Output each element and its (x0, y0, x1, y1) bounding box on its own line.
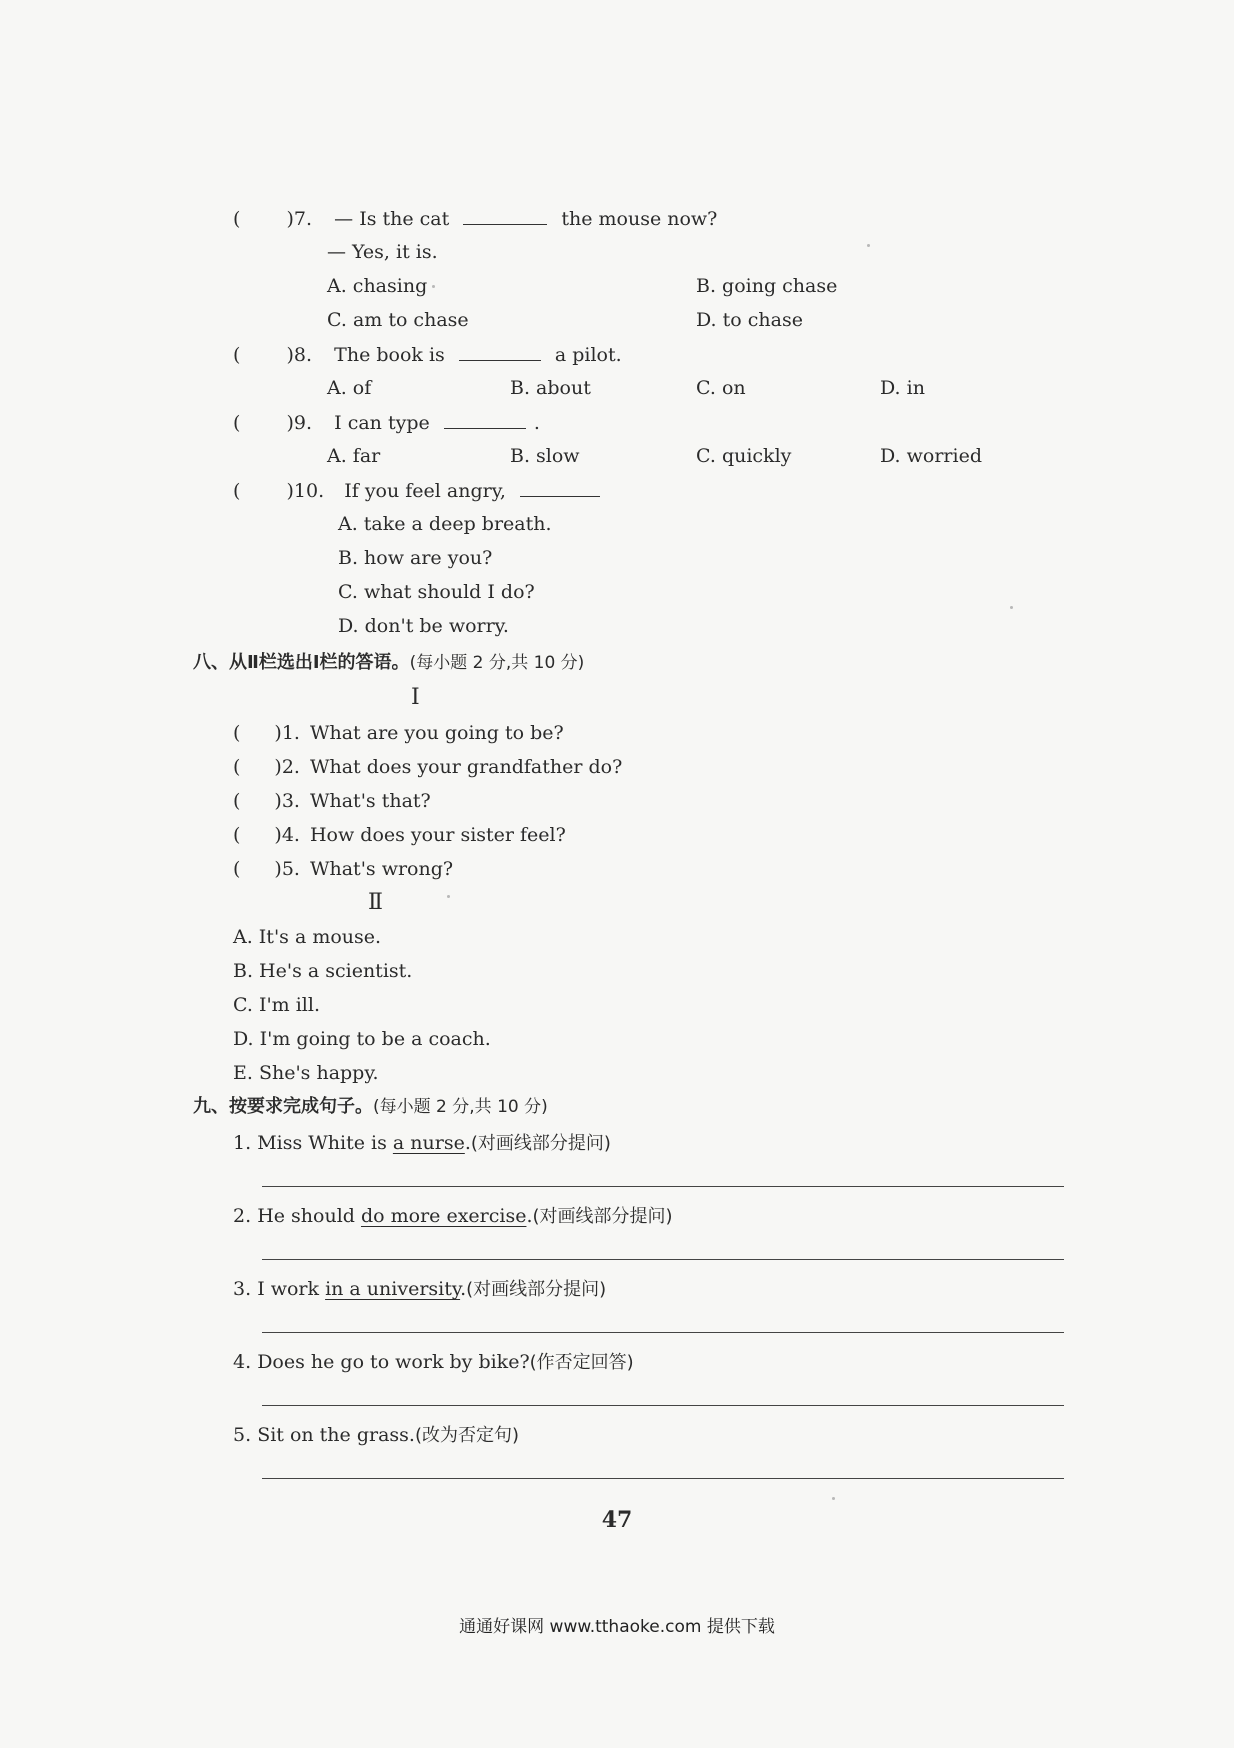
s9-item-3-before: I work (257, 1278, 326, 1300)
s9-item-3-underlined: in a university (325, 1278, 461, 1300)
s8-q5-number: )5. (274, 858, 300, 880)
scan-speck (867, 244, 870, 247)
s8-q5-paren: ( (233, 858, 241, 880)
s9-item-3 (233, 1277, 606, 1302)
q7-stem-before: — Is the cat (334, 208, 450, 230)
s9-item-3-num: 3. (233, 1278, 252, 1300)
s9-item-1-after: . (464, 1132, 471, 1154)
q10-stem (233, 478, 608, 503)
s9-item-2-before: He should (257, 1205, 361, 1227)
s9-item-2-instruction: (对画线部分提问) (532, 1206, 673, 1227)
s9-item-5 (233, 1423, 519, 1448)
q9-option-c[interactable]: C. quickly (696, 445, 792, 467)
page-number: 47 (601, 1507, 633, 1533)
q8-option-b[interactable]: B. about (510, 377, 591, 399)
s8-answer-b: B. He's a scientist. (233, 960, 413, 982)
q9-option-d[interactable]: D. worried (880, 445, 982, 467)
section8-heading (193, 651, 584, 675)
s9-item-1-instruction: (对画线部分提问) (470, 1133, 611, 1154)
section9-heading (193, 1095, 548, 1119)
section8-col2-label: Ⅱ (368, 890, 383, 915)
q7-reply: — Yes, it is. (327, 241, 438, 263)
s8-q5-text: What's wrong? (309, 858, 454, 880)
q10-option-d[interactable]: D. don't be worry. (338, 615, 509, 637)
q7-option-c[interactable]: C. am to chase (327, 309, 469, 331)
section9-title: 九、按要求完成句子。 (193, 1096, 373, 1117)
s8-q3-text: What's that? (309, 790, 431, 812)
s9-answer-line-2[interactable] (262, 1259, 1064, 1260)
s9-item-3-instruction: (对画线部分提问) (466, 1279, 607, 1300)
q7-blank[interactable] (463, 206, 547, 225)
s9-answer-line-5[interactable] (262, 1478, 1064, 1479)
s8-question-2 (233, 755, 622, 779)
section8-col1-label: Ⅰ (411, 685, 420, 710)
s8-question-3 (233, 789, 431, 813)
s9-answer-line-3[interactable] (262, 1332, 1064, 1333)
q10-option-a[interactable]: A. take a deep breath. (338, 513, 552, 535)
q7-stem (233, 206, 717, 231)
q8-blank[interactable] (459, 342, 541, 361)
q10-number: )10. (286, 480, 325, 502)
q9-stem-after: . (533, 412, 540, 434)
s8-q4-text: How does your sister feel? (309, 824, 566, 846)
scan-speck (1010, 606, 1013, 609)
s9-item-4-instruction: (作否定回答) (529, 1352, 634, 1373)
s9-item-2-after: . (526, 1205, 533, 1227)
q9-blank[interactable] (444, 410, 526, 429)
s8-question-5 (233, 857, 453, 881)
q10-blank[interactable] (520, 478, 600, 497)
scan-speck (447, 895, 450, 898)
s9-answer-line-4[interactable] (262, 1405, 1064, 1406)
scan-speck (432, 285, 435, 288)
q7-number: )7. (286, 208, 313, 230)
s9-item-2-num: 2. (233, 1205, 252, 1227)
q9-paren-open: ( (233, 412, 241, 434)
section9-score: (每小题 2 分,共 10 分) (373, 1097, 548, 1117)
q7-paren-open: ( (233, 208, 241, 230)
s9-item-3-after: . (460, 1278, 467, 1300)
s8-q2-text: What does your grandfather do? (309, 756, 623, 778)
s9-item-4-before: Does he go to work by bike? (257, 1351, 530, 1373)
q8-option-c[interactable]: C. on (696, 377, 746, 399)
q10-paren-open: ( (233, 480, 241, 502)
s9-answer-line-1[interactable] (262, 1186, 1064, 1187)
s9-item-5-before: Sit on the grass. (257, 1424, 415, 1446)
s8-q1-number: )1. (274, 722, 300, 744)
s8-q2-paren: ( (233, 756, 241, 778)
s8-q3-number: )3. (274, 790, 300, 812)
section8-score: (每小题 2 分,共 10 分) (409, 653, 585, 673)
s9-item-1 (233, 1131, 611, 1156)
s8-q1-text: What are you going to be? (309, 722, 564, 744)
q9-option-b[interactable]: B. slow (510, 445, 580, 467)
section8-title: 八、从Ⅱ栏选出Ⅰ栏的答语。 (193, 652, 410, 673)
s9-item-1-num: 1. (233, 1132, 252, 1154)
s8-q3-paren: ( (233, 790, 241, 812)
q7-option-a[interactable]: A. chasing (327, 275, 428, 297)
s8-answer-d: D. I'm going to be a coach. (233, 1028, 491, 1050)
q8-stem-after: a pilot. (554, 344, 622, 366)
q10-option-c[interactable]: C. what should I do? (338, 581, 535, 603)
q9-stem-before: I can type (334, 412, 430, 434)
q8-number: )8. (286, 344, 313, 366)
s8-q4-paren: ( (233, 824, 241, 846)
s9-item-4-num: 4. (233, 1351, 252, 1373)
s9-item-1-underlined: a nurse (392, 1132, 465, 1154)
s9-item-5-instruction: (改为否定句) (414, 1425, 519, 1446)
footer-credit: 通通好课网 www.tthaoke.com 提供下载 (459, 1617, 775, 1637)
s8-answer-c: C. I'm ill. (233, 994, 320, 1016)
s8-q1-paren: ( (233, 722, 241, 744)
q8-option-a[interactable]: A. of (327, 377, 372, 399)
q9-stem (233, 410, 540, 435)
q8-stem (233, 342, 622, 367)
q9-number: )9. (286, 412, 313, 434)
q8-stem-before: The book is (334, 344, 445, 366)
s8-answer-a: A. It's a mouse. (233, 926, 382, 948)
q9-option-a[interactable]: A. far (327, 445, 381, 467)
s8-question-4 (233, 823, 566, 847)
s9-item-4 (233, 1350, 634, 1375)
q8-option-d[interactable]: D. in (880, 377, 925, 399)
s8-q2-number: )2. (274, 756, 300, 778)
scan-speck (832, 1497, 835, 1500)
q10-stem-before: If you feel angry, (344, 480, 506, 502)
s9-item-2 (233, 1204, 673, 1229)
s9-item-1-before: Miss White is (257, 1132, 393, 1154)
s8-question-1 (233, 721, 564, 745)
q7-option-d[interactable]: D. to chase (696, 309, 803, 331)
s9-item-2-underlined: do more exercise (360, 1205, 527, 1227)
q7-stem-after: the mouse now? (561, 208, 718, 230)
q10-option-b[interactable]: B. how are you? (338, 547, 493, 569)
q7-option-b[interactable]: B. going chase (696, 275, 838, 297)
q8-paren-open: ( (233, 344, 241, 366)
s8-answer-e: E. She's happy. (233, 1062, 379, 1084)
s9-item-5-num: 5. (233, 1424, 252, 1446)
s8-q4-number: )4. (274, 824, 300, 846)
